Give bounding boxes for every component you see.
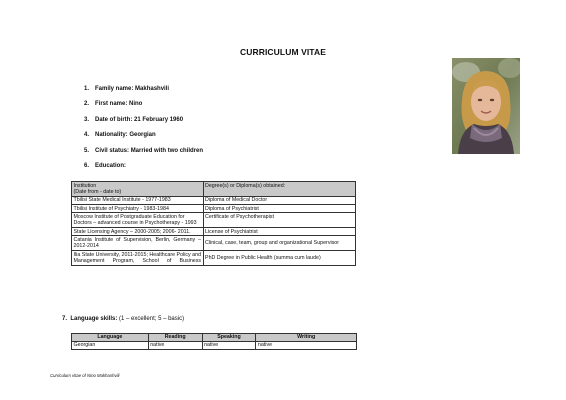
table-row — [72, 236, 356, 251]
degree-cell: Diploma of Medical Doctor — [203, 196, 355, 204]
degree-cell: Clinical, case, team, group and organizational Supervisor — [203, 236, 355, 251]
item-number: 5. — [84, 147, 90, 154]
list-item — [84, 117, 203, 132]
item-value: 21 February 1960 — [134, 116, 184, 123]
item-value: Georgian — [129, 132, 156, 139]
item-value: Makhashvili — [135, 86, 170, 92]
institution-cell: Ilia State University, 2011-2015; Healthcare Policy and Management Program, School of Business — [73, 251, 202, 264]
table-row — [72, 250, 356, 265]
item-number: 4. — [84, 132, 90, 139]
item-number: 2. — [84, 101, 90, 108]
degree-cell: License of Psychiatrist — [203, 227, 355, 235]
item-value: Married with two children — [130, 147, 204, 154]
list-item — [84, 163, 203, 178]
section-number: 7. — [62, 316, 68, 322]
degree-cell: PhD Degree in Public Health (summa cum laude) — [203, 250, 355, 265]
institution-cell: Tbilisi Institute of Psychiatry - 1983-1984 — [72, 204, 204, 212]
item-label: Civil status: — [95, 147, 130, 154]
institution-cell: Catania Institute of Supervision, Berlin, Germany – 2012-2014 — [73, 236, 202, 250]
page-footer: Curriculum vitae of Nino Makhashvili — [50, 373, 120, 378]
language-column-header: Language — [72, 334, 149, 342]
portrait-photo — [452, 58, 520, 154]
table-row — [72, 213, 356, 228]
list-item — [84, 148, 203, 163]
list-item — [84, 86, 203, 101]
writing-column-header: Writing — [256, 334, 357, 342]
item-label: Date of birth: — [95, 116, 133, 123]
item-label: Family name: — [95, 86, 134, 92]
item-label: First name: — [95, 101, 128, 108]
language-table — [71, 333, 357, 350]
degree-cell: Diploma of Psychiatrist — [203, 204, 355, 212]
language-skills-heading — [62, 316, 184, 322]
table-row — [72, 227, 356, 235]
section-label: Language skills: — [70, 316, 118, 322]
institution-header-label: Institution — [73, 182, 97, 189]
institution-cell: Moscow Institute of Postgraduate Education for Doctors – advanced course in Psychotherapy - 1993 — [72, 213, 204, 228]
reading-cell: native — [148, 341, 202, 349]
item-label: Education: — [95, 162, 126, 169]
table-row — [72, 204, 356, 212]
item-number: 3. — [84, 116, 90, 123]
list-item — [84, 101, 203, 116]
item-value: Nino — [129, 101, 143, 108]
item-label: Nationality: — [95, 132, 128, 139]
institution-cell: State Licensing Agency – 2000-2005; 2006- 2011. — [72, 227, 204, 235]
degree-cell: Certificate of Psychotherapist — [203, 213, 355, 228]
list-item — [84, 132, 203, 147]
table-row — [72, 341, 357, 349]
table-row — [72, 196, 356, 204]
language-cell: Georgian — [72, 341, 149, 349]
item-number: 1. — [84, 86, 90, 92]
reading-column-header: Reading — [148, 334, 202, 342]
scale-note: (1 – excellent; 5 – basic) — [119, 316, 185, 322]
institution-cell: Tbilisi State Medical Institute - 1977-1983 — [72, 196, 204, 204]
table-header-row — [72, 182, 356, 197]
document-title: CURRICULUM VITAE — [240, 47, 326, 57]
table-header-row — [72, 334, 357, 342]
item-number: 6. — [84, 162, 90, 169]
date-range-header-label: (Date from - date to) — [73, 188, 122, 195]
writing-cell: native — [256, 341, 357, 349]
personal-details-list — [84, 86, 203, 178]
institution-column-header — [72, 182, 204, 197]
speaking-column-header: Speaking — [202, 334, 256, 342]
speaking-cell: native — [202, 341, 256, 349]
education-table — [71, 181, 356, 266]
degree-column-header: Degree(s) or Diploma(s) obtained: — [203, 182, 355, 197]
